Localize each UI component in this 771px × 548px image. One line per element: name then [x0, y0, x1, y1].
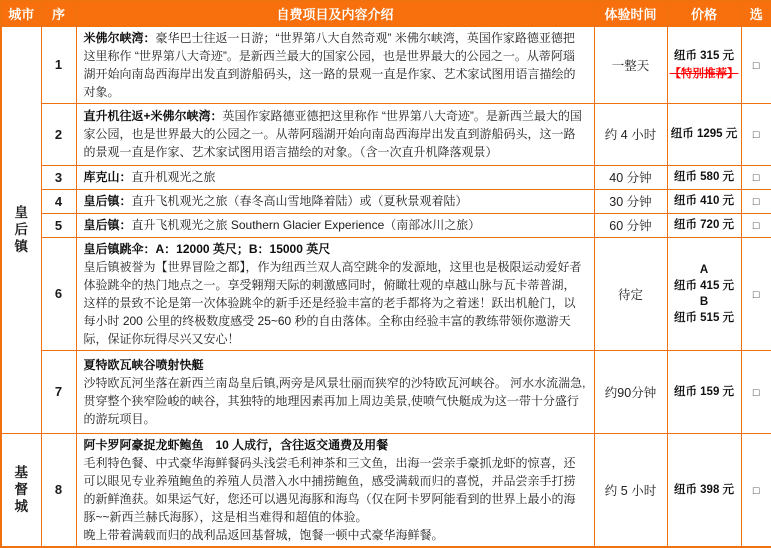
price-cell: [667, 103, 741, 165]
checkbox[interactable]: □: [752, 484, 760, 497]
experience-time: 40 分钟: [594, 165, 667, 189]
checkbox[interactable]: □: [752, 288, 760, 301]
item-title: 皇后镇跳伞：A：12000 英尺；B：15000 英尺: [83, 241, 331, 256]
table-row: [1, 213, 771, 237]
city-cell-christchurch: [1, 433, 41, 547]
price-option-b-value: 纽币 515 元: [673, 311, 735, 324]
special-recommend-badge: 【特别推荐】: [669, 67, 739, 80]
price-cell: [667, 165, 741, 189]
experience-time: 约 4 小时: [594, 103, 667, 165]
price-cell: [667, 213, 741, 237]
table-row: [1, 189, 771, 213]
checkbox[interactable]: □: [752, 220, 760, 232]
price-cell: [667, 350, 741, 433]
city-label: 皇后镇: [14, 205, 28, 254]
col-header-price: 价格: [667, 1, 741, 26]
checkbox[interactable]: □: [752, 172, 760, 184]
price-value: 纽币 398 元: [673, 483, 735, 496]
price-option-b-label: B: [699, 295, 709, 308]
table-row: [1, 433, 771, 547]
col-header-time: 体验时间: [594, 1, 667, 26]
col-header-no: 序: [41, 1, 76, 26]
select-cell: [741, 103, 771, 165]
select-cell: [741, 26, 771, 103]
price-value: 纽币 1295 元: [670, 128, 738, 140]
item-body: 毛利特色餐、中式豪华海鲜餐码头浅尝毛利神茶和三文鱼，出海一尝亲手豪抓龙虾的惊喜，还可以眼见专业养殖鲍鱼的养殖人员潜入水中捕捞鲍鱼，感受满载而归的喜悦，并品尝亲手打捞的新鲜渔获。如果运气好，您还可以遇见海豚和海鸟（仅在阿卡罗阿能看到的世界上最小的海豚~~新西兰赫氏海豚），这是相当难得和超值的体验。: [83, 455, 576, 524]
item-body: 直升机观光之旅: [131, 170, 216, 184]
price-value: 纽币 720 元: [673, 219, 735, 231]
item-description: [76, 237, 594, 350]
table-row: [1, 26, 771, 103]
price-value: 纽币 159 元: [673, 385, 735, 398]
price-cell: [667, 237, 741, 350]
item-body: 直升飞机观光之旅 Southern Glacier Experience（南部冰川之旅）: [131, 218, 481, 232]
row-number: 5: [41, 213, 76, 237]
price-cell: [667, 189, 741, 213]
item-title: 直升机往返+米佛尔峡湾：: [83, 109, 223, 123]
item-description: [76, 165, 594, 189]
select-cell: [741, 237, 771, 350]
item-body: 直升飞机观光之旅（春冬高山雪地降着陆）或（夏秋景观着陆）: [131, 194, 468, 208]
item-body: 沙特欧瓦河坐落在新西兰南岛皇后镇,两旁是风景壮丽而狭窄的沙特欧瓦河峡谷。 河水水流湍急,贯穿整个狭窄险峻的峡谷，其独特的地理因素再加上周边美景,使喷气快艇成为这一带十分盛行的游玩项目。: [83, 375, 586, 426]
item-body: 豪华巴士往返一日游；“世界第八大自然奇观” 米佛尔峡湾，英国作家路德亚德把这里称作 “世界第八大奇迹”。是新西兰最大的国家公园，也是世界最大的公园之一。从蒂阿瑙湖开始向南岛西海岸出发直到游船码头，这一路的景观一直是作家、艺术家试图用语言描绘的对象。: [83, 30, 576, 99]
item-description: [76, 26, 594, 103]
row-number: 1: [41, 26, 76, 103]
experience-time: 60 分钟: [594, 213, 667, 237]
select-cell: [741, 165, 771, 189]
experience-time: 约 5 小时: [594, 433, 667, 547]
price-value: 纽币 410 元: [673, 195, 735, 207]
experience-time: 一整天: [594, 26, 667, 103]
table-row: [1, 165, 771, 189]
item-title: 皇后镇：: [83, 194, 132, 208]
col-header-content: 自费项目及内容介绍: [76, 1, 594, 26]
experience-time: 30 分钟: [594, 189, 667, 213]
price-option-a-value: 纽币 415 元: [673, 279, 735, 292]
city-label: 基督城: [14, 465, 28, 514]
row-number: 3: [41, 165, 76, 189]
item-body: 英国作家路德亚德把这里称作 “世界第八大奇迹”。是新西兰最大的国家公园，也是世界最大的公园之一。从蒂阿瑙湖开始向南岛西海岸出发直到游船码头，这一路的景观一直是作家、艺术家试图用语言描绘的对象。（含一次直升机降落观景）: [83, 109, 582, 159]
item-description: [76, 433, 594, 547]
price-value: 纽币 315 元: [673, 49, 735, 62]
table-row: [1, 103, 771, 165]
experience-time: 约90分钟: [594, 350, 667, 433]
item-description: [76, 350, 594, 433]
table-row: [1, 237, 771, 350]
item-description: [76, 189, 594, 213]
checkbox[interactable]: □: [752, 129, 760, 141]
checkbox[interactable]: □: [752, 59, 760, 72]
price-value: 纽币 580 元: [673, 171, 735, 183]
item-description: [76, 103, 594, 165]
select-cell: [741, 213, 771, 237]
item-title: 皇后镇：: [83, 218, 132, 232]
item-title: 夏特欧瓦峡谷喷射快艇: [83, 357, 204, 372]
col-header-city: 城市: [1, 1, 41, 26]
row-number: 2: [41, 103, 76, 165]
row-number: 7: [41, 350, 76, 433]
item-title: 米佛尔峡湾：: [83, 30, 156, 45]
item-description: [76, 213, 594, 237]
checkbox[interactable]: □: [752, 386, 760, 399]
item-body: 皇后镇被誉为【世界冒险之都】，作为纽西兰双人高空跳伞的发源地，这里也是极限运动爱好者体验跳伞的热门地点之一。享受翱翔天际的刺激感同时，俯瞰壮观的卓越山脉与瓦卡蒂普湖，这样的景致不论是第一次体验跳伞的新手还是经验丰富的老手都将为之着迷！跃出机舱门，以每小时 200 公里的终极数度感受 25~60 秒的自由落体。全称由经验丰富的教练带领你遨游天际，保证你玩得尽兴又安心！: [83, 259, 582, 346]
col-header-select: 选: [741, 1, 771, 26]
row-number: 4: [41, 189, 76, 213]
experience-time: 待定: [594, 237, 667, 350]
item-body-2: 晚上带着满载而归的战利品返回基督城，饱餐一顿中式豪华海鲜餐。: [83, 527, 444, 542]
city-cell-queenstown: [1, 26, 41, 433]
item-title: 库克山：: [83, 170, 132, 184]
price-option-a-label: A: [699, 263, 709, 276]
row-number: 8: [41, 433, 76, 547]
price-cell: [667, 26, 741, 103]
select-cell: [741, 350, 771, 433]
table-row: [1, 350, 771, 433]
price-cell: [667, 433, 741, 547]
select-cell: [741, 189, 771, 213]
header-row: [1, 1, 771, 26]
row-number: 6: [41, 237, 76, 350]
checkbox[interactable]: □: [752, 196, 760, 208]
select-cell: [741, 433, 771, 547]
item-title: 阿卡罗阿豪捉龙虾鲍鱼 10 人成行，含往返交通费及用餐: [83, 437, 389, 452]
